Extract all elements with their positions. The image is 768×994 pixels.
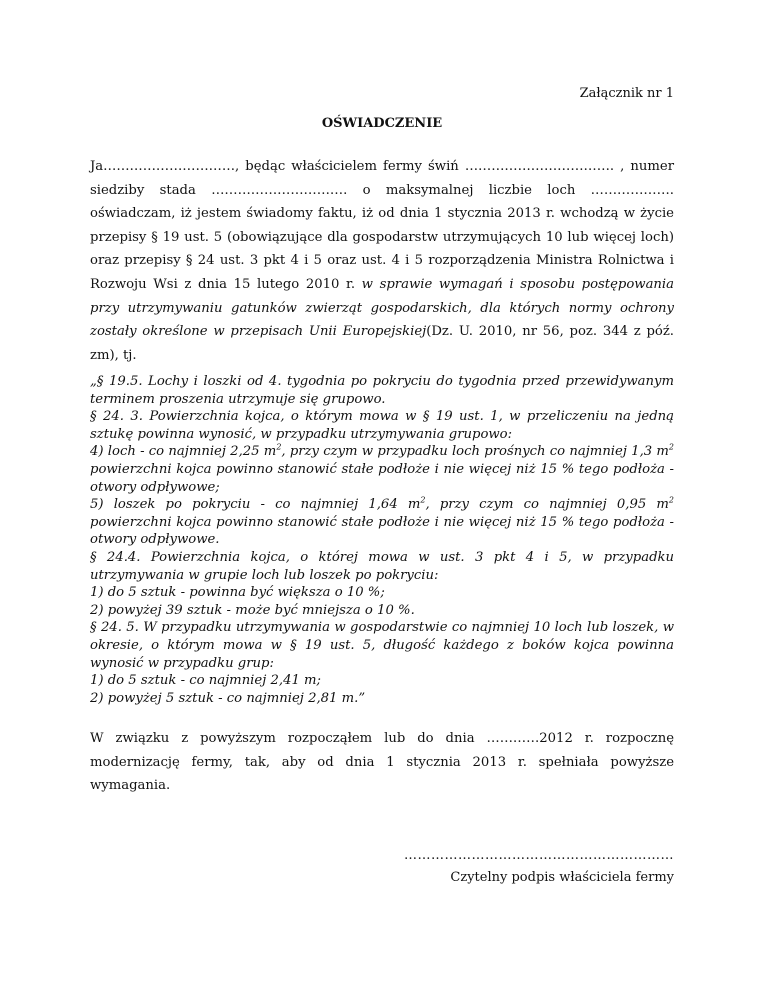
superscript: 2 — [668, 442, 674, 452]
quote-paragraph: „§ 19.5. Lochy i loszki od 4. tygodnia po pokryciu do tygodnia przed przewidywanym terminem proszenia utrzymuje się grupowo. — [90, 374, 674, 407]
declaration-paragraph — [90, 155, 674, 367]
document-title: OŚWIADCZENIE — [321, 116, 443, 131]
quote-paragraph — [90, 496, 674, 549]
closing-paragraph: W związku z powyższym rozpocząłem lub do dnia …………2012 r. rozpocznę modernizację fermy, tak, aby od dnia 1 stycznia 2013 r. spełniała powyższe wymagania. — [90, 731, 674, 794]
quote-paragraph: § 24. 3. Powierzchnia kojca, o którym mowa w § 19 ust. 1, w przeliczeniu na jedną sztukę powinna wynosić, w przypadku utrzymywania grupowo: — [90, 409, 674, 442]
quote-fragment: , przy czym co najmniej 0,95 m — [425, 497, 669, 513]
superscript: 2 — [420, 495, 426, 505]
quote-fragment: 4) loch - co najmniej 2,25 m — [90, 444, 277, 460]
quote-fragment: , przy czym w przypadku loch prośnych co najmniej 1,3 m — [281, 444, 669, 460]
superscript: 2 — [668, 495, 675, 505]
quote-paragraph — [90, 443, 674, 496]
signature-caption: Czytelny podpis właściciela fermy — [450, 870, 674, 885]
quote-paragraph: 1) do 5 sztuk - co najmniej 2,41 m; — [90, 673, 321, 689]
regulation-title: w sprawie wymagań i sposobu postępowania przy utrzymywaniu gatunków zwierząt gospodarskich, dla których normy ochrony zostały określone w przepisach Unii Europejskiej — [90, 276, 675, 340]
quote-paragraph: § 24.4. Powierzchnia kojca, o której mowa w ust. 3 pkt 4 i 5, w przypadku utrzymywania w grupie loch lub loszek po pokryciu: — [90, 549, 674, 583]
superscript: 2 — [276, 442, 282, 452]
regulation-citation: (Dz. U. 2010, nr 56, poz. 344 z póź. zm), tj. — [90, 324, 674, 363]
quote-fragment: powierzchni kojca powinno stanowić stałe podłoże i nie więcej niż 15 % tego podłoża - otwory odpływowe; — [90, 461, 674, 495]
quote-paragraph: 2) powyżej 5 sztuk - co najmniej 2,81 m.” — [90, 690, 366, 706]
annex-label: Załącznik nr 1 — [579, 86, 674, 101]
quote-fragment: 5) loszek po pokryciu - co najmniej 1,64 m — [90, 497, 421, 513]
quote-paragraph: 2) powyżej 39 sztuk - może być mniejsza o 10 %. — [90, 602, 415, 618]
signature-line: …………………………………………………… — [404, 848, 674, 863]
declaration-text: Ja…………………………, będąc właścicielem fermy świń ……………………………. , numer siedziby stada …………………………. o maksymalnej liczbie loch ………………. oświadczam, iż jestem świadomy faktu, iż od dnia 1 stycznia 2013 r. wchodzą w życie przepisy § 19 ust. 5 (obowiązujące dla gospodarstw utrzymujących 10 lub więcej loch) oraz przepisy § 24 ust. 3 pkt 4 i 5 oraz ust. 4 i 5 rozporządzenia Ministra Rolnictwa i Rozwoju Wsi z dnia 15 lutego 2010 r. — [90, 159, 674, 292]
quoted-regulation — [90, 373, 674, 707]
quote-paragraph: 1) do 5 sztuk - powinna być większa o 10 %; — [90, 585, 385, 601]
quote-paragraph: § 24. 5. W przypadku utrzymywania w gospodarstwie co najmniej 10 loch lub loszek, w okresie, o którym mowa w § 19 ust. 5, długość każdego z boków kojca powinna wynosić w przypadku grup: — [90, 620, 674, 671]
quote-fragment: powierzchni kojca powinno stanowić stałe podłoże i nie więcej niż 15 % tego podłoża - otwory odpływowe. — [90, 514, 674, 548]
